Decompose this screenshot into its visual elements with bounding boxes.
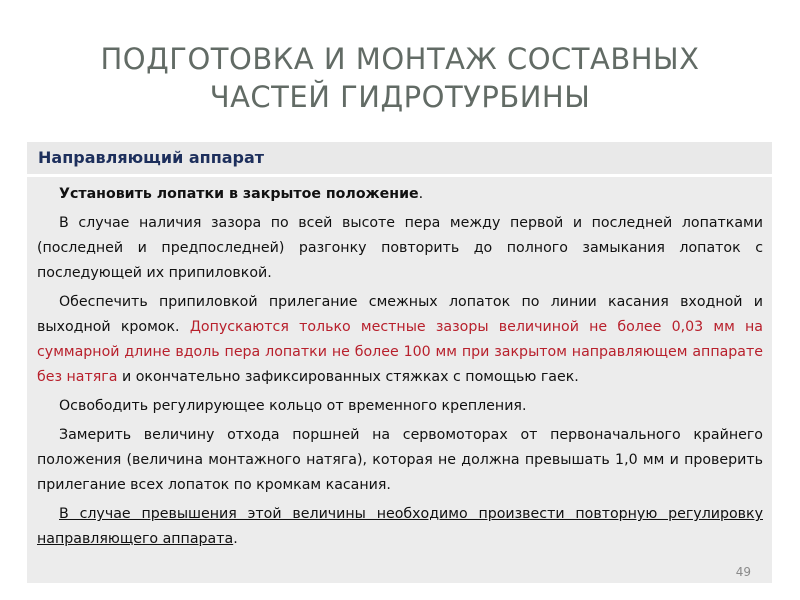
paragraph-3-end: и окончательно зафиксированных стяжках с помощью гаек. <box>117 369 579 385</box>
paragraph-3 <box>37 290 763 390</box>
paragraph-3-highlight: Допускаются только местные зазоры величиной не более 0,03 мм на суммарной длине вдоль пера лопатки не более 100 мм при закрытом направляющем аппарате без натяга <box>37 319 763 385</box>
slide-title-line-1: ПОДГОТОВКА И МОНТАЖ СОСТАВНЫХ <box>100 42 700 76</box>
paragraph-2: В случае наличия зазора по всей высоте пера между первой и последней лопатками (последней и предпоследней) разгонку повторить до полного замыкания лопаток с последующей их припиловкой. <box>37 215 763 281</box>
slide-title-line-2: ЧАСТЕЙ ГИДРОТУРБИНЫ <box>209 80 591 114</box>
slide-title <box>0 40 800 116</box>
paragraph-1-bold: Установить лопатки в закрытое положение <box>59 186 419 202</box>
paragraph-6-end: . <box>233 531 238 547</box>
paragraph-1 <box>37 182 763 207</box>
content-panel <box>27 177 772 583</box>
section-header: Направляющий аппарат <box>38 148 265 167</box>
section-header-bar <box>27 142 772 174</box>
paragraph-6-underlined: В случае превышения этой величины необходимо произвести повторную регулировку направляющего аппарата <box>37 506 763 547</box>
paragraph-1-end: . <box>418 186 424 202</box>
paragraph-6 <box>37 502 763 552</box>
paragraph-3-normal: Обеспечить припиловкой прилегание смежных лопаток по линии касания входной и выходной кромок. <box>37 294 763 335</box>
page-number: 49 <box>735 565 751 579</box>
paragraph-4: Освободить регулирующее кольцо от временного крепления. <box>59 398 527 414</box>
paragraph-5: Замерить величину отхода поршней на сервомоторах от первоначального крайнего положения (величина монтажного натяга), которая не должна превышать 1,0 мм и проверить прилегание всех лопаток по кромкам касания. <box>37 427 763 493</box>
content-body <box>37 182 763 556</box>
